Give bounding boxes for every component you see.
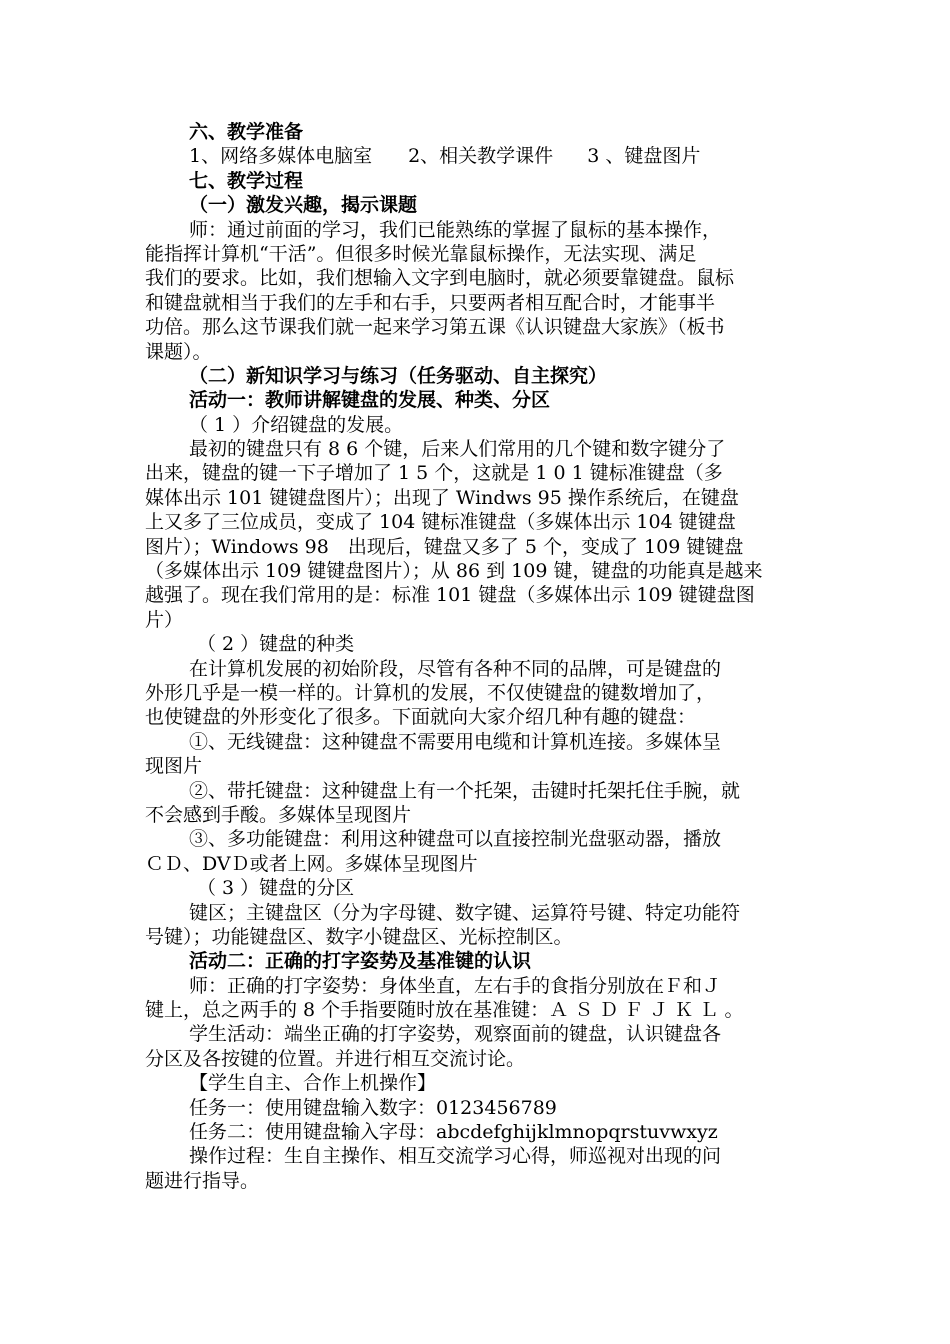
- text-line: （多媒体出示 109 键键盘图片）；从 86 到 109 键，键盘的功能真是越来: [145, 560, 763, 583]
- prep-list: [145, 144, 808, 168]
- subheading-1: （ 1 ）介绍键盘的发展。: [189, 413, 404, 436]
- text-line: 号键）；功能键盘区、数字小键盘区、光标控制区。: [145, 925, 573, 948]
- text-line: 键上，总之两手的 8 个手指要随时放在基准键：Ａ Ｓ Ｄ Ｆ Ｊ Ｋ Ｌ 。: [145, 999, 744, 1022]
- prep-item-2: 2、相关教学课件: [408, 145, 554, 168]
- keyboard-type-3: ③、多功能键盘：利用这种键盘可以直接控制光盘驱动器，播放: [189, 828, 722, 851]
- text-line: 在计算机发展的初始阶段，尽管有各种不同的品牌，可是键盘的: [189, 657, 722, 680]
- text-line: 题进行指导。: [145, 1169, 260, 1192]
- text-line: 功倍。那么这节课我们就一起来学习第五课《认识键盘大家族》（板书: [145, 316, 725, 339]
- text-line: 图片）；Windows 98 出现后，键盘又多了 5 个，变成了 109 键键盘: [145, 535, 744, 558]
- text-line: 越强了。现在我们常用的是：标准 101 键盘（多媒体出示 109 键键盘图: [145, 584, 755, 607]
- text-line: 媒体出示 101 键键盘图片）；出现了 Windws 95 操作系统后，在键盘: [145, 486, 739, 509]
- text-line: ＣＤ、DVＤ或者上网。多媒体呈现图片: [145, 852, 478, 875]
- text-line: 能指挥计算机“干活”。但很多时候光靠鼠标操作，无法实现、满足: [145, 242, 697, 265]
- prep-item-3: 3 、键盘图片: [587, 145, 701, 168]
- text-line: 键区；主键盘区（分为字母键、数字键、运算符号键、特定功能符: [189, 901, 741, 924]
- text-line: 外形几乎是一模一样的。计算机的发展，不仅使键盘的键数增加了，: [145, 681, 716, 704]
- text-line: 师：通过前面的学习，我们已能熟练的掌握了鼠标的基本操作，: [189, 218, 722, 241]
- text-line: 操作过程：生自主操作、相互交流学习心得，师巡视对出现的问: [189, 1145, 722, 1168]
- heading-part1: （一）激发兴趣，揭示课题: [189, 194, 418, 217]
- text-line: 出来，键盘的键一下子增加了 1 5 个，这就是 1 0 1 键标准键盘（多: [145, 462, 723, 485]
- keyboard-type-2: ②、带托键盘：这种键盘上有一个托架，击键时托架托住手腕，就: [189, 779, 741, 802]
- text-line: 现图片: [145, 755, 203, 778]
- keyboard-type-1: ①、无线键盘：这种键盘不需要用电缆和计算机连接。多媒体呈: [189, 730, 722, 753]
- text-line: 片）: [145, 608, 184, 631]
- heading-activity1: 活动一：教师讲解键盘的发展、种类、分区: [189, 389, 551, 412]
- heading-activity2: 活动二：正确的打字姿势及基准键的认识: [189, 950, 532, 973]
- document-page: [145, 120, 808, 1193]
- subheading-2: （ 2 ）键盘的种类: [197, 633, 355, 656]
- heading-process: 七、教学过程: [189, 169, 304, 192]
- text-line: 学生活动：端坐正确的打字姿势，观察面前的键盘，认识键盘各: [189, 1023, 722, 1046]
- text-line: 不会感到手酸。多媒体呈现图片: [145, 803, 412, 826]
- text-line: 课题）。: [145, 340, 212, 363]
- heading-prep: 六、教学准备: [189, 121, 304, 143]
- text-line: 师：正确的打字姿势：身体坐直，左右手的食指分别放在Ｆ和Ｊ: [189, 974, 722, 997]
- text-line: 分区及各按键的位置。并进行相互交流讨论。: [145, 1047, 526, 1070]
- text-line: 我们的要求。比如，我们想输入文字到电脑时，就必须要靠键盘。鼠标: [145, 267, 735, 290]
- task-2: 任务二：使用键盘输入字母：abcdefghijklmnopqrstuvwxyz: [189, 1121, 718, 1144]
- task-1: 任务一：使用键盘输入数字：0123456789: [189, 1096, 557, 1119]
- text-line: 也使键盘的外形变化了很多。下面就向大家介绍几种有趣的键盘：: [145, 706, 697, 729]
- text-line: 和键盘就相当于我们的左手和右手，只要两者相互配合时，才能事半: [145, 291, 716, 314]
- text-line: 上又多了三位成员，变成了 104 键标准键盘（多媒体出示 104 键键盘: [145, 511, 736, 534]
- subheading-3: （ 3 ）键盘的分区: [197, 877, 355, 900]
- heading-part2: （二）新知识学习与练习（任务驱动、自主探究）: [189, 364, 608, 387]
- prep-item-1: 1、网络多媒体电脑室: [189, 145, 373, 168]
- bracket-heading: 【学生自主、合作上机操作】: [189, 1072, 437, 1095]
- text-line: 最初的键盘只有 8 6 个键，后来人们常用的几个键和数字键分了: [189, 438, 726, 461]
